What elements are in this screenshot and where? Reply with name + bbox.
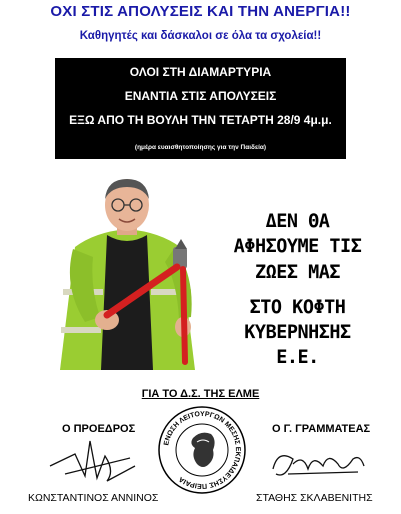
page-subtitle: Καθηγητές και δάσκαλοι σε όλα τα σχολεία!! [79, 30, 322, 42]
slogan-line-4: ΣΤΟ ΚΟΦΤΗ [249, 297, 346, 318]
board-heading: ΓΙΑ ΤΟ Δ.Σ. ΤΗΣ ΕΛΜΕ [141, 388, 260, 400]
slogan-line-3: ΖΩΕΣ ΜΑΣ [254, 262, 341, 283]
president-signature-icon [45, 436, 140, 486]
page-title: ΟΧΙ ΣΤΙΣ ΑΠΟΛΥΣΕΙΣ ΚΑΙ ΤΗΝ ΑΝΕΡΓΙΑ!! [50, 3, 351, 20]
seal-text: ΕΝΩΣΗ ΛΕΙΤΟΥΡΓΩΝ ΜΕΣΗΣ ΕΚΠΑΙΔΕΥΣΗΣ ΠΕΙΡΑΙΑ [163, 410, 242, 490]
president-label: Ο ΠΡΟΕΔΡΟΣ [62, 423, 136, 435]
slogan-line-6: Ε.Ε. [276, 347, 319, 368]
slogan-line-2: ΑΦΗΣΟΥΜΕ ΤΙΣ [233, 236, 362, 257]
slogan-line-5: ΚΥΒΕΡΝΗΣΗΣ [244, 322, 351, 343]
banner-line-1: ΟΛΟΙ ΣΤΗ ΔΙΑΜΑΡΤΥΡΙΑ [129, 65, 272, 79]
person-photo [55, 177, 200, 370]
secretary-signature-icon [268, 444, 368, 484]
banner-line-3: ΕΞΩ ΑΠΟ ΤΗ ΒΟΥΛΗ ΤΗΝ ΤΕΤΑΡΤΗ 28/9 4μ.μ. [69, 113, 332, 127]
secretary-label: Ο Γ. ΓΡΑΜΜΑΤΕΑΣ [272, 423, 371, 435]
protest-banner [55, 58, 346, 159]
banner-line-2: ΕΝΑΝΤΙΑ ΣΤΙΣ ΑΠΟΛΥΣΕΙΣ [124, 89, 277, 103]
official-seal-icon [157, 404, 247, 496]
secretary-name: ΣΤΑΘΗΣ ΣΚΛΑΒΕΝΙΤΗΣ [256, 492, 373, 504]
banner-note: (ημέρα ευαισθητοποίησης για την Παιδεία) [134, 144, 267, 151]
slogan-line-1: ΔΕΝ ΘΑ [265, 211, 330, 232]
president-name: ΚΩΝΣΤΑΝΤΙΝΟΣ ΑΝΝΙΝΟΣ [28, 492, 159, 504]
